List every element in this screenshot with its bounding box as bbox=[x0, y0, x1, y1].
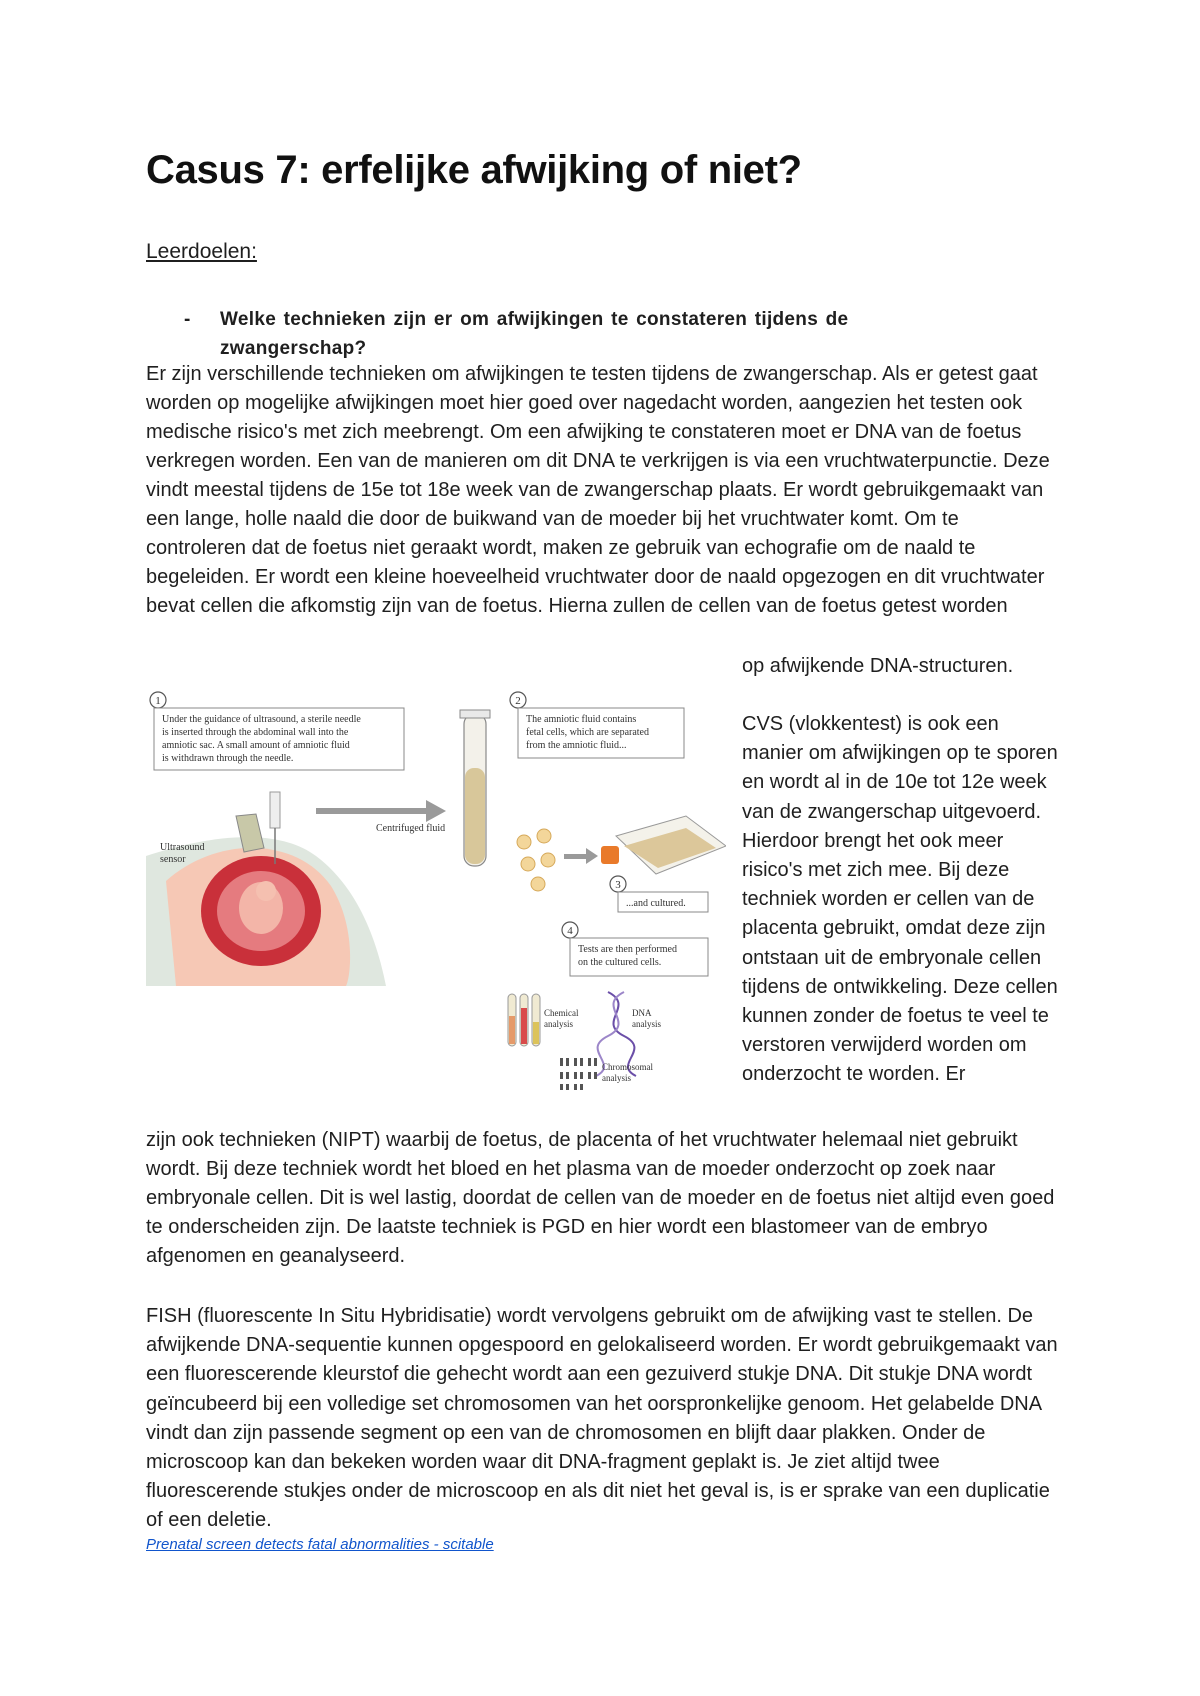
section-heading-leerdoelen: Leerdoelen: bbox=[146, 240, 257, 263]
centrifuge-tube bbox=[460, 710, 490, 866]
chemical-analysis-label: analysis bbox=[544, 1019, 573, 1029]
step1-callout bbox=[150, 692, 404, 770]
paragraph-fish: FISH (fluorescente In Situ Hybridisatie) wordt vervolgens gebruikt om de afwijking vast te stellen. De afwijkende DNA-sequentie kunnen opgespoord en gelokaliseerd worden. Er wordt gebruikgemaakt van een fluorescerende kleurstof die gehecht wordt aan een gezuiverd stukje DNA. Dit stukje DNA wordt geïncubeerd bij een volledige set chromosomen van het oorspronkelijke genoom. Het gelabelde DNA vindt dan zijn passende segment op een van de chromosomen en blijft daar plakken. Onder de microscoop kan dan bekeken worden waar dit DNA-fragment geplakt is. Je ziet altijd twee fluorescerende stukjes onder de microscoop en als dit niet het geval is, is er sprake van een duplicatie of een deletie. bbox=[146, 1305, 1058, 1532]
source-link[interactable]: Prenatal screen detects fatal abnormalities - scitable bbox=[146, 1536, 494, 1553]
list-bullet: - bbox=[184, 309, 191, 330]
page-title: Casus 7: erfelijke afwijking of niet? bbox=[146, 148, 802, 192]
fetal-cells bbox=[517, 829, 555, 891]
arrow-to-flask bbox=[564, 848, 598, 864]
step2-line: The amniotic fluid contains bbox=[526, 714, 637, 725]
chemical-analysis-tubes bbox=[508, 994, 540, 1046]
question-text: Welke technieken zijn er om afwijkingen te constateren tijdens de zwangerschap? bbox=[220, 309, 849, 359]
step1-number: 1 bbox=[155, 695, 161, 707]
amniocentesis-illustration bbox=[146, 686, 726, 1106]
question-list-item bbox=[146, 305, 966, 363]
step2-line: fetal cells, which are separated bbox=[526, 727, 649, 738]
step3-callout bbox=[610, 876, 708, 912]
arrow-to-tube bbox=[316, 800, 446, 822]
paragraph-nipt-pgd: zijn ook technieken (NIPT) waarbij de foetus, de placenta of het vruchtwater helemaal niet gebruikt wordt. Bij deze techniek wordt het bloed en het plasma van de moeder onderzocht op zoek naar embryonale cellen. Dit is wel lastig, doordat de cellen van de moeder en de foetus niet altijd even goed te onderscheiden zijn. De laatste techniek is PGD en hier wordt een blastomeer van de embryo afgenomen en geanalyseerd. bbox=[146, 1129, 1055, 1267]
step2-line: from the amniotic fluid... bbox=[526, 740, 627, 751]
step4-line: on the cultured cells. bbox=[578, 957, 662, 968]
step1-line: amniotic sac. A small amount of amniotic fluid bbox=[162, 740, 350, 751]
step2-callout bbox=[510, 692, 684, 758]
culture-flask bbox=[601, 816, 726, 874]
paragraph-amniocentesis-end: op afwijkende DNA-structuren. bbox=[742, 655, 1014, 677]
step1-line: Under the guidance of ultrasound, a sterile needle bbox=[162, 714, 361, 725]
step1-line: is inserted through the abdominal wall into the bbox=[162, 727, 349, 738]
chromosomal-analysis-label: analysis bbox=[602, 1073, 631, 1083]
step4-callout bbox=[562, 922, 708, 976]
amniocentesis-figure bbox=[146, 686, 726, 1106]
step4-number: 4 bbox=[567, 925, 573, 937]
chromosomes bbox=[560, 1058, 597, 1090]
paragraph-amniocentesis: Er zijn verschillende technieken om afwijkingen te testen tijdens de zwangerschap. Als er getest gaat worden op mogelijke afwijkingen moet hier goed over nagedacht worden, aangezien het testen ook medische risico's met zich meebrengt. Om een afwijking te constateren moet er DNA van de foetus verkregen worden. Een van de manieren om dit DNA te verkrijgen is via een vruchtwaterpunctie. Deze vindt meestal tijdens de 15e tot 18e week van de zwangerschap plaats. Er wordt gebruikgemaakt van een lange, holle naald die door de buikwand van de moeder bij het vruchtwater komt. Om te controleren dat de foetus niet geraakt wordt, maken ze gebruik van echografie om de naald te begeleiden. Er wordt een kleine hoeveelheid vruchtwater door de naald opgezogen en dit vruchtwater bevat cellen die afkomstig zijn van de foetus. Hierna zullen de cellen van de foetus getest worden bbox=[146, 363, 1050, 617]
chromosomal-analysis-label: Chromosomal bbox=[602, 1062, 653, 1072]
chemical-analysis-label: Chemical bbox=[544, 1008, 579, 1018]
step3-text: ...and cultured. bbox=[626, 898, 686, 909]
step2-number: 2 bbox=[515, 695, 521, 707]
dna-analysis-label: analysis bbox=[632, 1019, 661, 1029]
paragraph-cvs: CVS (vlokkentest) is ook een manier om afwijkingen op te sporen en wordt al in de 10e tot 12e week van de zwangerschap uitgevoerd. Hierdoor brengt het ook meer risico's met zich mee. Bij deze techniek worden er cellen van de placenta gebruikt, omdat deze zijn ontstaan uit de embryonale cellen tijdens de ontwikkeling. Deze cellen kunnen zonder de foetus te veel te verstoren verwijderd worden om onderzocht te worden. Er bbox=[742, 713, 1058, 1086]
ultrasound-label: sensor bbox=[160, 854, 186, 865]
centrifuged-fluid-label: Centrifuged fluid bbox=[376, 823, 446, 834]
dna-analysis-label: DNA bbox=[632, 1008, 652, 1018]
step3-number: 3 bbox=[615, 879, 621, 891]
step1-line: is withdrawn through the needle. bbox=[162, 753, 294, 764]
ultrasound-label: Ultrasound bbox=[160, 842, 205, 853]
step4-line: Tests are then performed bbox=[578, 944, 677, 955]
